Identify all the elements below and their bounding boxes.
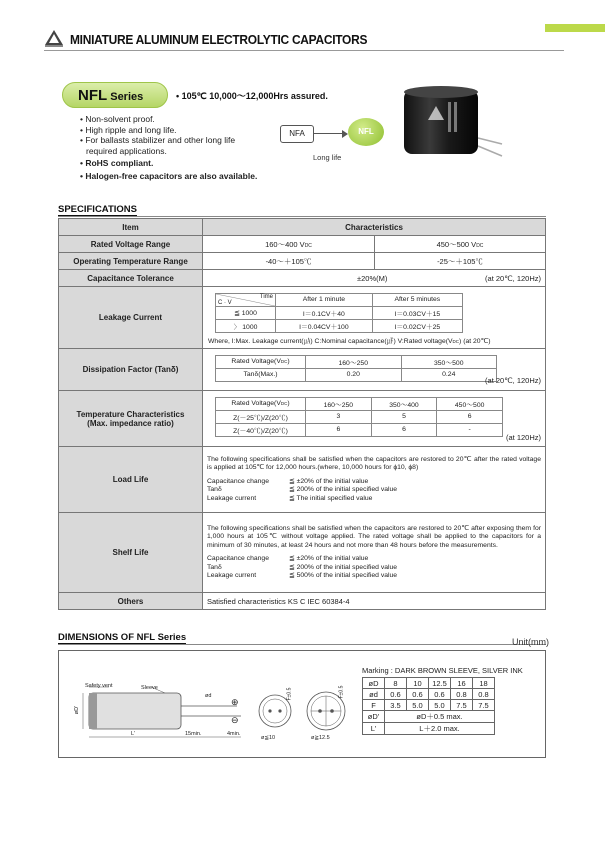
dim-cell: 0.8 [473,689,495,700]
temp-char-v2: 350～400 [371,397,437,410]
criteria-value: ≦ 200% of the initial specified value [289,563,398,571]
flow-caption: Long life [313,153,342,162]
temp-char-row1-end: ) [287,400,290,407]
leakage-row2-a: I＝0.04CV＋100 [276,319,373,332]
criteria-row [207,495,541,504]
leakage-corner-top: Time [259,293,273,300]
dimensions-rule [58,644,546,645]
leakage-current-label: Leakage Current [59,287,203,349]
unit-label: Unit(mm) [512,637,549,647]
temp-char-r2-3: 6 [437,410,503,423]
dim-cell: 8 [385,678,407,689]
series-name-suffix: Series [107,91,144,103]
criteria-value: ≦ ±20% of the initial value [289,477,369,485]
temp-char-r2-1: 3 [306,410,372,423]
others-value: Satisfied characteristics KS C IEC 60384-4 [203,593,546,610]
flow-arrow-line [314,133,344,134]
shelf-life-text: The following specifications shall be satisfied when the capacitors are restored to 20℃ after exposing them for 1,000 hours at 105℃ without voltage applied. The rated voltage shall be applied to the capacitors for a minimum of 30 minutes, at least 24 hours and not more than 48 hours before the measurements. [207,524,541,549]
dissipation-row1-label-text: Rated Voltage(V [231,358,281,365]
temp-char-row3-label: Z(－40℃)/Z(20℃) [216,423,306,436]
temp-char-v3: 450～500 [437,397,503,410]
F-tolerance-label-1: F±0.5 [286,687,293,701]
leakage-table [215,293,463,333]
leakage-note-dc: DC [452,338,460,344]
leakage-col2: After 5 minutes [372,293,462,306]
dim-L-value: L＋2.0 max. [385,723,495,735]
criteria-value: ≦ 500% of the initial specified value [289,572,398,579]
dim-cell: 0.8 [451,689,473,700]
feature-item-bold: • Halogen-free capacitors are also available. [80,170,258,181]
cap-tolerance-value [203,270,546,287]
temp-char-note: (at 120Hz) [505,432,541,442]
phi-D-label: øD' [74,705,81,715]
flow-to-circle: NFL [348,118,384,146]
marking-text: Marking : DARK BROWN SLEEVE, SILVER INK [362,666,523,675]
feature-item-bold: • RoHS compliant. [80,158,154,168]
leakage-row2-cv: 〉 1000 [216,319,276,332]
feature-item: • High ripple and long life. [80,124,177,135]
dim-cell: 5.0 [429,700,451,711]
dim-phiD-value: øD＋0.5 max. [385,711,495,723]
dim-cell: 18 [473,678,495,689]
rated-voltage-v1-text: 160～400 V [265,239,305,249]
dim-cell: 3.5 [385,700,407,711]
load-life-cell [203,447,546,513]
capacitor-side-drawing-icon [65,679,265,749]
temp-char-label [59,391,203,447]
operating-temp-v1: -40～＋105℃ [203,253,375,270]
dissipation-table [215,355,497,382]
minus-terminal-icon: ⊖ [231,715,239,725]
criteria-key: Leakage current [207,572,257,579]
plus-terminal-icon: ⊕ [231,697,239,707]
specifications-rule [58,216,546,217]
dim-L-label: L' [363,723,385,735]
dim-phiD-label: øD' [363,711,385,723]
cap-tolerance-label: Capacitance Tolerance [59,270,203,287]
dim-cell: ød [363,689,385,700]
criteria-row [207,564,541,573]
criteria-key: Capacitance change [207,477,269,485]
specifications-table [58,218,546,610]
phi-d-label: ød [205,693,212,699]
brand-logo-icon [44,29,64,47]
dim-cell: 5.0 [407,700,429,711]
temp-char-row2-label: Z(－25℃)/Z(20℃) [216,410,306,423]
leakage-corner-bottom: C · V [218,299,232,306]
dimensions-title: DIMENSIONS OF NFL Series [58,632,187,643]
dim-cell: 0.6 [385,689,407,700]
series-name [78,87,143,104]
criteria-key: Capacitance change [207,555,269,562]
leakage-row1-a: I＝0.1CV＋40 [276,306,373,319]
L-label: L' [131,731,136,737]
criteria-value: ≦ ±20% of the initial value [289,555,369,562]
leakage-note-end: ) (at 20℃) [459,337,491,345]
rated-voltage-v2-dc: DC [476,242,484,249]
temp-char-r3-2: 6 [371,423,437,436]
dissipation-d1: 0.20 [306,368,402,381]
feature-item: • For ballasts stabilizer and other long life [80,135,236,145]
leakage-col1: After 1 minute [276,293,373,306]
rated-voltage-label: Rated Voltage Range [59,236,203,253]
assured-text: • 105℃ 10,000～12,000Hrs assured. [176,91,328,101]
col-item-header: Item [59,219,203,236]
four-min-label: 4min. [227,731,241,737]
temp-char-row1-label [216,397,306,410]
dim-cell: øD [363,678,385,689]
safety-vent-label: Safety vent [85,683,113,689]
leakage-corner [216,293,276,306]
cap-tolerance-text: ±20%(M) [357,274,388,283]
sleeve-label: Sleeve [141,685,158,691]
shelf-life-label: Shelf Life [59,513,203,593]
fifteen-min-label: 15min. [185,731,202,737]
criteria-key: Tanδ [207,563,222,571]
dissipation-row1-label [216,355,306,368]
operating-temp-v2: -25～＋105℃ [375,253,546,270]
temp-char-r3-1: 6 [306,423,372,436]
dim-cell: 12.5 [429,678,451,689]
dim-cell: 10 [407,678,429,689]
dissipation-d2: 0.24 [401,368,497,381]
dim-cell: F [363,700,385,711]
temp-char-cell [203,391,546,447]
leakage-row1-cv: ≦ 1000 [216,306,276,319]
criteria-row [207,486,541,495]
criteria-value: ≦ 200% of the initial specified value [289,486,398,494]
F-tolerance-label-2: F±0.5 [338,685,345,699]
dim-cell: 7.5 [451,700,473,711]
dim-cell: 0.6 [429,689,451,700]
rated-voltage-v1 [203,236,375,253]
col-char-header: Characteristics [203,219,546,236]
feature-item: • Non-solvent proof. [80,114,155,124]
header-divider [44,50,564,51]
dissipation-row1-end: ) [287,358,290,365]
leakage-current-cell [203,287,546,349]
temp-char-label-line1: Temperature Characteristics [76,409,185,419]
dim-cell: 0.6 [407,689,429,700]
load-life-criteria [207,478,541,504]
dim-cell: 16 [451,678,473,689]
criteria-row [207,572,541,581]
criteria-key: Tanδ [207,486,222,494]
flow-from-box: NFA [280,125,314,143]
leakage-note [208,335,490,345]
leakage-row1-b: I＝0.03CV＋15 [372,306,462,319]
temp-char-v1: 160～250 [306,397,372,410]
criteria-row [207,478,541,487]
dissipation-row1-dc: DC [280,359,288,364]
criteria-row [207,555,541,564]
dissipation-v1: 160～250 [306,355,402,368]
dissipation-note: (at 20℃, 120Hz) [485,375,541,385]
leakage-row2-b: I＝0.02CV＋25 [372,319,462,332]
temp-char-row1-dc: DC [280,401,288,406]
specifications-title: SPECIFICATIONS [58,204,137,215]
rated-voltage-v2-text: 450～500 V [436,239,477,249]
rated-voltage-v1-dc: DC [304,242,312,249]
rated-voltage-v2 [375,236,546,253]
feature-list [80,114,270,181]
others-label: Others [59,593,203,610]
temp-char-table [215,397,503,437]
feature-item: required applications. [86,145,167,156]
shelf-life-criteria [207,555,541,581]
shelf-life-cell [203,513,546,593]
ge12-label: ø≧12.5 [311,735,330,741]
dissipation-label: Dissipation Factor (Tanδ) [59,349,203,391]
page-header [44,27,564,51]
dimension-table [362,677,495,735]
series-name-main: NFL [78,87,108,104]
dissipation-row2-label: Tanδ(Max.) [216,368,306,381]
temp-char-row1-label-text: Rated Voltage(V [231,400,281,407]
leakage-note-text: Where, I:Max. Leakage current(㎂) C:Nominal capacitance(㎌) V:Rated voltage(V [208,337,453,345]
capacitor-photo-icon [396,78,506,173]
page-title: MINIATURE ALUMINUM ELECTROLYTIC CAPACITORS [70,32,368,47]
temp-char-label-line2: (Max. impedance ratio) [87,418,174,428]
criteria-value: ≦ The initial specified value [289,494,373,502]
operating-temp-label: Operating Temperature Range [59,253,203,270]
load-life-text: The following specifications shall be satisfied when the capacitors are restored to 20℃ after the rated voltage is applied at 105℃ for 12,000 hours.(where, 10,000 hours for ɸ10, ɸ8) [207,455,541,472]
dim-cell: 7.5 [473,700,495,711]
temp-char-r2-2: 5 [371,410,437,423]
load-life-label: Load Life [59,447,203,513]
dissipation-v2: 350～500 [401,355,497,368]
temp-char-r3-3: - [437,423,503,436]
dissipation-cell [203,349,546,391]
cap-tolerance-note: (at 20℃, 120Hz) [485,274,541,283]
le10-label: ø≦10 [261,735,276,741]
criteria-key: Leakage current [207,494,257,502]
